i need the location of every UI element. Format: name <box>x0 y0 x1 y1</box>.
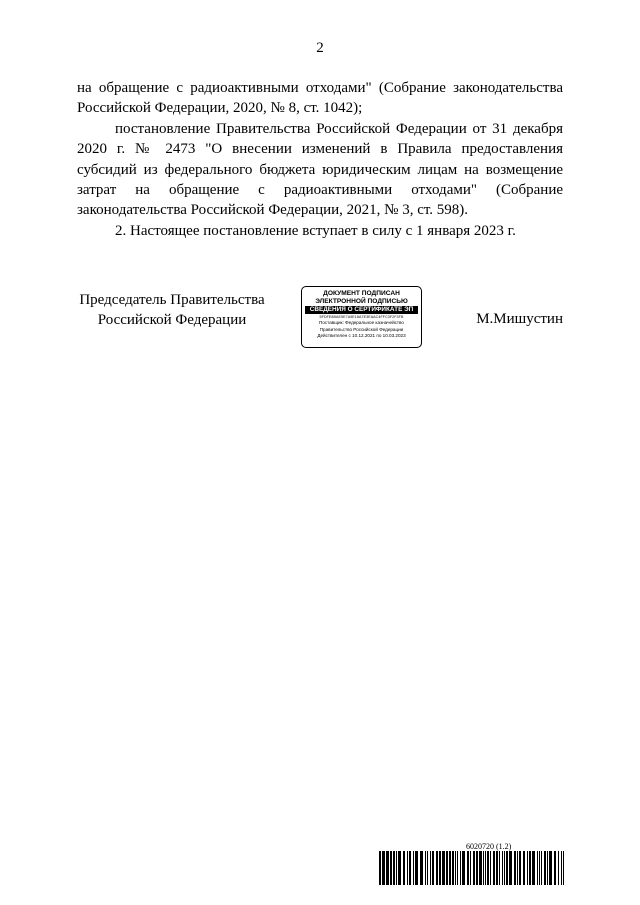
barcode-bar <box>563 851 564 885</box>
document-code: 6020720 (1.2) <box>466 842 512 851</box>
barcode-bar <box>532 851 535 885</box>
barcode-bar <box>496 851 498 885</box>
barcode-bar <box>473 851 475 885</box>
stamp-validity: Действителен с 10.12.2021 по 10.03.2023 <box>317 333 406 338</box>
barcode-bar <box>493 851 495 885</box>
barcode-bar <box>413 851 414 885</box>
electronic-signature-stamp <box>301 286 422 348</box>
barcode-bar <box>544 851 546 885</box>
barcode-bar <box>457 851 458 885</box>
barcode-bar <box>415 851 418 885</box>
paragraph-effective-date: 2. Настоящее постановление вступает в силу с 1 января 2023 г. <box>115 222 516 239</box>
barcode-bar <box>455 851 456 885</box>
barcode-bar <box>427 851 428 885</box>
barcode-bar <box>541 851 542 885</box>
barcode-bar <box>490 851 491 885</box>
barcode-bar <box>514 851 516 885</box>
barcode-bar <box>502 851 503 885</box>
barcode-bar <box>537 851 538 885</box>
barcode-bar <box>446 851 448 885</box>
barcode-bar <box>504 851 505 885</box>
barcode-bar <box>403 851 405 885</box>
barcode-bar <box>462 851 465 885</box>
barcode-bar <box>393 851 395 885</box>
signer-title-line1: Председатель Правительства <box>79 292 265 308</box>
barcode-bar <box>460 851 461 885</box>
barcode-bar <box>479 851 482 885</box>
barcode-bar <box>558 851 559 885</box>
stamp-header-line2: ЭЛЕКТРОННОЙ ПОДПИСЬЮ <box>315 297 408 305</box>
barcode-bar <box>529 851 531 885</box>
barcode-bar <box>442 851 445 885</box>
signer-name: М.Мишустин <box>476 311 563 327</box>
paragraph-resolution-2473: постановление Правительства Российской Федерации от 31 декабря 2020 г. № 2473 "О внесении изменений в Правила предоставления субсидий из федерального бюджета юридическим лицам на возмещение затрат на обращение с радиоактивными отходами" (Собрание законодательства Российской Федерации, 2021, № 3, ст. 598). <box>77 120 563 219</box>
paragraph-continuation: на обращение с радиоактивными отходами" (Собрание законодательства Российской Федерации, 2020, № 8, ст. 1042); <box>77 80 563 117</box>
barcode-bar <box>527 851 528 885</box>
signer-title <box>77 290 267 330</box>
barcode-bar <box>509 851 512 885</box>
barcode-bar <box>499 851 500 885</box>
barcode-bar <box>506 851 508 885</box>
barcode-bar <box>396 851 397 885</box>
barcode-bar <box>449 851 451 885</box>
barcode-bar <box>382 851 385 885</box>
page-number: 2 <box>316 40 324 56</box>
barcode-bar <box>398 851 401 885</box>
barcode-bar <box>476 851 478 885</box>
barcode-bar <box>390 851 392 885</box>
barcode-image <box>379 851 564 885</box>
barcode-bar <box>386 851 389 885</box>
document-body <box>77 78 563 241</box>
barcode-bar <box>452 851 454 885</box>
barcode-bar <box>432 851 434 885</box>
barcode-bar <box>523 851 525 885</box>
barcode-bar <box>467 851 469 885</box>
barcode-bar <box>425 851 426 885</box>
barcode-bar <box>430 851 431 885</box>
barcode-bar <box>420 851 423 885</box>
barcode-bar <box>539 851 540 885</box>
stamp-serial: 5FDFE8BAE5E7A9E18A7E3EAAC4FFC3F2F3FB <box>319 315 404 320</box>
barcode-bar <box>549 851 552 885</box>
barcode-bar <box>436 851 438 885</box>
barcode-bar <box>483 851 484 885</box>
stamp-issuer: Поставщик: Федеральное казначейство <box>319 320 404 326</box>
stamp-header-line1: ДОКУМЕНТ ПОДПИСАН <box>323 290 400 297</box>
barcode-bar <box>439 851 441 885</box>
barcode-bar <box>517 851 518 885</box>
barcode-bar <box>470 851 471 885</box>
barcode-bar <box>407 851 408 885</box>
barcode-bar <box>561 851 562 885</box>
barcode-bar <box>547 851 548 885</box>
barcode-bar <box>379 851 381 885</box>
barcode-bar <box>409 851 411 885</box>
stamp-certificate-bar: СВЕДЕНИЯ О СЕРТИФИКАТЕ ЭП <box>305 306 418 314</box>
barcode-bar <box>487 851 489 885</box>
barcode-bar <box>485 851 486 885</box>
barcode-bar <box>554 851 556 885</box>
stamp-owner: Правительство Российской Федерации <box>319 326 404 332</box>
signer-title-line2: Российской Федерации <box>97 312 247 328</box>
barcode-bar <box>519 851 521 885</box>
